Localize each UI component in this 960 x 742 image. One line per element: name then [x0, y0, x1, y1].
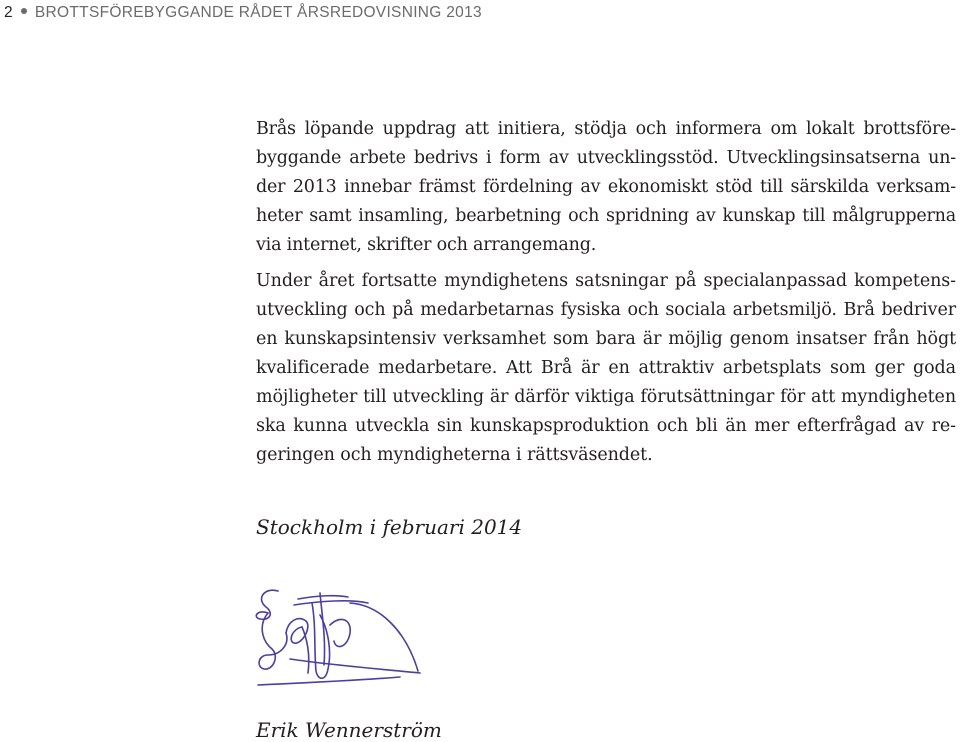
- dateline: Stockholm i februari 2014: [256, 515, 523, 539]
- signature-image: [250, 585, 450, 695]
- text-line: heter samt insamling, bearbetning och spridning av kunskap till målgrupperna: [256, 206, 956, 226]
- paragraph-1: [256, 115, 956, 260]
- text-line: utveckling och på medarbetarnas fysiska och sociala arbetsmiljö. Brå bedriver: [256, 300, 956, 320]
- report-title: BROTTSFÖREBYGGANDE RÅDET ÅRSREDOVISNING 2013: [34, 4, 482, 21]
- text-line: kvalificerade medarbetare. Att Brå är en attraktiv arbetsplats som ger goda: [256, 358, 956, 378]
- text-line: Brås löpande uppdrag att initiera, stödja och informera om lokalt brottsföre-: [256, 119, 956, 139]
- text-line: geringen och myndigheterna i rättsväsendet.: [256, 445, 653, 465]
- text-line: Under året fortsatte myndighetens satsningar på specialanpassad kompetens-: [256, 271, 956, 291]
- running-header: [4, 4, 482, 22]
- text-line: en kunskapsintensiv verksamhet som bara är möjlig genom insatser från högt: [256, 329, 956, 349]
- text-line: via internet, skrifter och arrangemang.: [256, 235, 597, 255]
- page-number: 2: [4, 4, 13, 21]
- bullet-icon: [21, 8, 27, 14]
- signer-name: Erik Wennerström: [256, 718, 442, 742]
- text-line: byggande arbete bedrivs i form av utvecklingsstöd. Utvecklingsinsatserna un-: [256, 148, 956, 168]
- paragraph-2: [256, 267, 956, 470]
- text-line: ska kunna utveckla sin kunskapsproduktion och bli än mer efterfrågad av re-: [256, 416, 956, 436]
- text-line: der 2013 innebar främst fördelning av ekonomiskt stöd till särskilda verksam-: [256, 177, 956, 197]
- text-line: möjligheter till utveckling är därför viktiga förutsättningar för att myndigheten: [256, 387, 956, 407]
